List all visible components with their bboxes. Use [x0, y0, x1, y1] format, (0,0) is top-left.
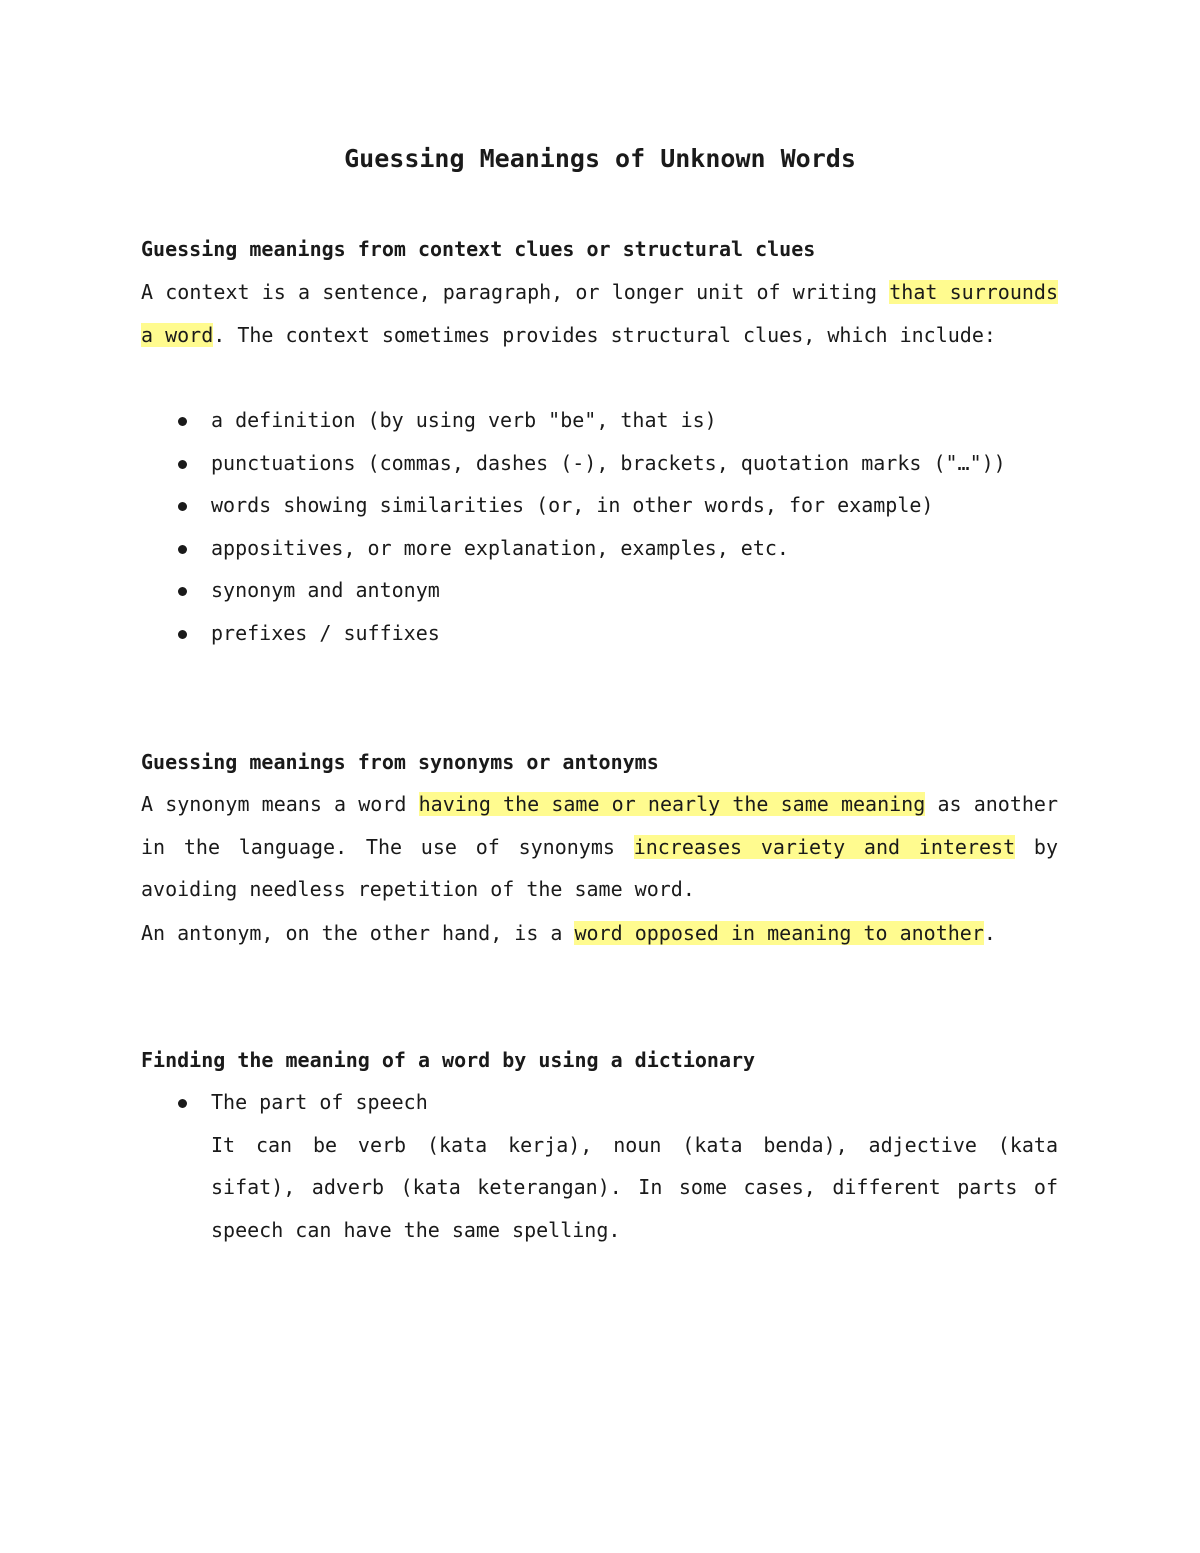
bullet-icon: [178, 545, 187, 554]
list-item: [141, 484, 1058, 527]
text-run: as another in the language. The use of synonyms: [141, 792, 1058, 859]
list-item-text: prefixes / suffixes: [211, 620, 440, 645]
section-heading-synonyms-antonyms: Guessing meanings from synonyms or antonyms: [141, 750, 659, 774]
list-item: [141, 442, 1058, 485]
list-item-detail: It can be verb (kata kerja), noun (kata benda), adjective (kata sifat), adverb (kata keterangan). In some cases, different parts of speech can have the same spelling.: [211, 1132, 1058, 1242]
text-run: . The context sometimes provides structural clues, which include:: [213, 322, 996, 347]
highlighted-text: word opposed in meaning to another: [574, 921, 984, 945]
list-item-text: punctuations (commas, dashes (-), brackets, quotation marks ("…")): [211, 450, 1006, 475]
structural-clues-list: [141, 399, 1058, 654]
list-item: [141, 399, 1058, 442]
list-item: [141, 612, 1058, 655]
section-heading-context-clues: Guessing meanings from context clues or structural clues: [141, 237, 816, 261]
antonym-paragraph: [141, 912, 1058, 955]
context-definition-paragraph: [141, 271, 1058, 356]
list-item-text: a definition (by using verb "be", that is): [211, 408, 717, 432]
section-heading-dictionary: Finding the meaning of a word by using a dictionary: [141, 1048, 756, 1072]
highlighted-text: having the same or nearly the same meaning: [418, 792, 926, 816]
text-run: An antonym, on the other hand, is a: [141, 921, 575, 945]
text-run: A synonym means a word: [141, 792, 419, 816]
list-item-text: synonym and antonym: [211, 578, 440, 602]
document-title: Guessing Meanings of Unknown Words: [344, 144, 856, 173]
text-run: by avoiding needless repetition of the same word.: [141, 834, 1059, 901]
list-item: [141, 527, 1058, 570]
list-item: [141, 569, 1058, 612]
dictionary-list: [141, 1081, 1058, 1251]
highlighted-text: that surrounds a word: [141, 280, 1058, 347]
list-item-text: appositives, or more explanation, examples, etc.: [211, 535, 789, 560]
list-item: [141, 1081, 1058, 1251]
bullet-icon: [178, 502, 187, 511]
list-item-label: The part of speech: [211, 1090, 428, 1114]
bullet-icon: [178, 630, 187, 639]
synonym-paragraph: [141, 783, 1058, 911]
bullet-icon: [178, 587, 187, 596]
text-run: A context is a sentence, paragraph, or longer unit of writing: [141, 280, 890, 304]
text-run: .: [983, 921, 996, 945]
highlighted-text: increases variety and interest: [633, 834, 1016, 859]
bullet-icon: [178, 1099, 187, 1108]
bullet-icon: [178, 460, 187, 469]
list-item-text: words showing similarities (or, in other words, for example): [211, 493, 934, 517]
bullet-icon: [178, 417, 187, 426]
